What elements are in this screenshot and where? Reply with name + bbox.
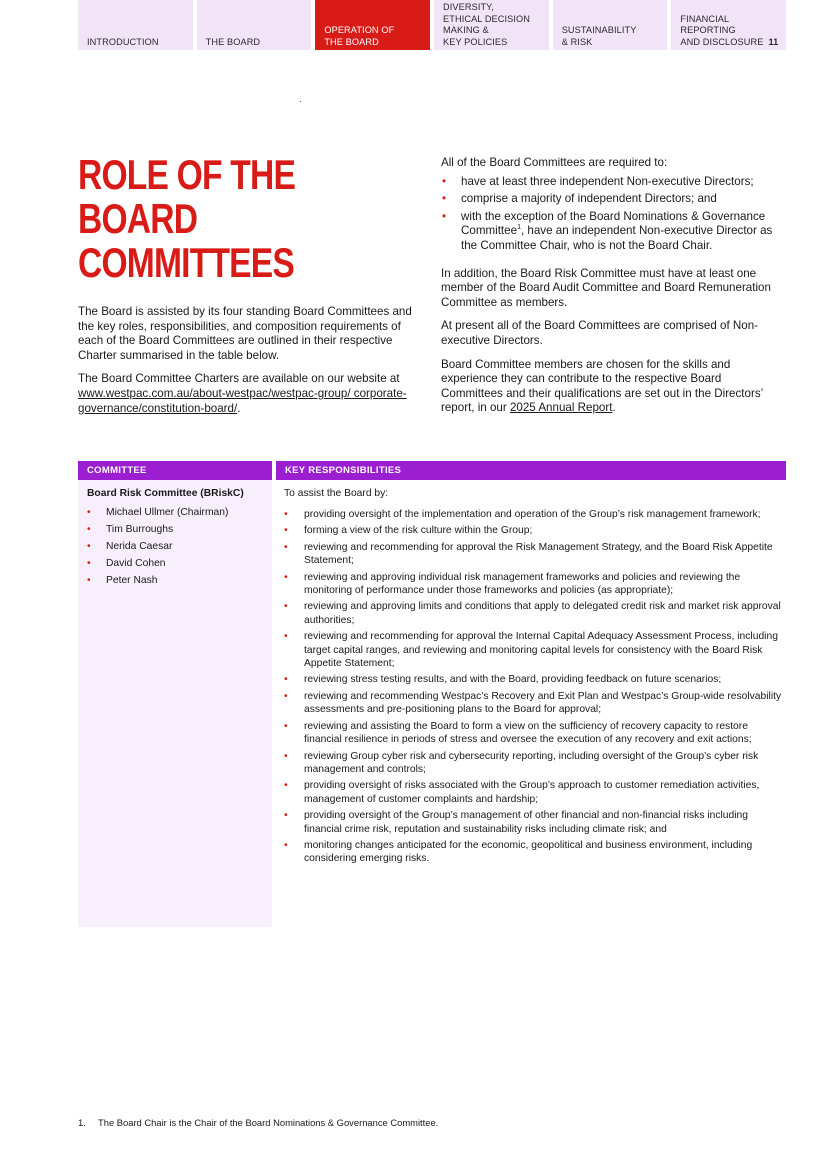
footnote xyxy=(78,1117,438,1129)
responsibilities-cell xyxy=(276,480,786,927)
responsibilities-intro: To assist the Board by: xyxy=(284,488,389,499)
requirements-list xyxy=(441,175,786,254)
charters-paragraph: The Board Committee Charters are available on our website at www.westpac.com.au/about-westpac/westpac-group/ corporate-governance/constitution-board/. xyxy=(78,372,407,415)
committee-column-header: COMMITTEE xyxy=(78,461,272,480)
responsibility-item: • reviewing and recommending for approval the Internal Capital Adequacy Assessment Process, including target capital ranges, and reviewing and monitoring capital levels for consistency with the Board Risk Appetite Statement; xyxy=(284,630,786,670)
tab-introduction[interactable]: INTRODUCTION xyxy=(78,0,193,50)
section-tabs xyxy=(78,0,786,50)
tab-sustainability-risk[interactable]: SUSTAINABILITY & RISK xyxy=(553,0,668,50)
responsibility-item: • reviewing and recommending for approval the Risk Management Strategy, and the Board Risk Appetite Statement; xyxy=(284,541,786,568)
table-row xyxy=(78,480,786,927)
annual-report-link[interactable]: 2025 Annual Report xyxy=(509,401,613,415)
tab-diversity-ethical-decision-making[interactable]: DIVERSITY, ETHICAL DECISION MAKING & KEY POLICIES xyxy=(434,0,549,50)
responsibility-item: • reviewing and recommending Westpac’s Recovery and Exit Plan and Westpac’s Group-wide resolvability assessments and pre-positioning plans to the Board for approval; xyxy=(284,690,786,717)
member-item: • Michael Ullmer (Chairman) xyxy=(87,506,272,519)
responsibility-item: • providing oversight of the Group’s management of other financial and non-financial risks including financial crime risk, reputation and sustainability risks including climate risk; and xyxy=(284,809,786,836)
responsibilities-column-header: KEY RESPONSIBILITIES xyxy=(276,461,786,480)
requirements-lead: All of the Board Committees are required to: xyxy=(441,156,668,169)
tab-operation-of-the-board[interactable]: OPERATION OF THE BOARD xyxy=(315,0,430,50)
list-item: • comprise a majority of independent Directors; and xyxy=(441,192,786,207)
member-item: • Nerida Caesar xyxy=(87,540,272,553)
responsibilities-list xyxy=(284,508,786,866)
tab-the-board[interactable]: THE BOARD xyxy=(197,0,312,50)
responsibility-item: • monitoring changes anticipated for the economic, geopolitical and business environment, including considering emerging risks. xyxy=(284,839,786,866)
member-item: • Tim Burroughs xyxy=(87,523,272,536)
responsibility-item: • reviewing and assisting the Board to form a view on the sufficiency of recovery capacity to restore financial resilience in periods of stress and oversee the execution of any recovery and exit actions; xyxy=(284,720,786,747)
members-paragraph: Board Committee members are chosen for the skills and experience they can contribute to the respective Board Committees and their qualifications are set out in the Directors’ report, in our 2025 Annual Report. xyxy=(441,357,763,415)
responsibility-item: • reviewing and approving individual risk management frameworks and policies and reviewing the monitoring of performance under those frameworks and policies (as appropriate); xyxy=(284,571,786,598)
charters-link[interactable]: www.westpac.com.au/about-westpac/westpac-group/ corporate-governance/constitution-board/ xyxy=(78,386,407,415)
table-header xyxy=(78,461,786,480)
members-list xyxy=(87,506,272,587)
tab-financial-reporting[interactable]: FINANCIAL REPORTING AND DISCLOSURE 11 xyxy=(671,0,786,50)
responsibility-item: • reviewing stress testing results, and with the Board, providing feedback on future scenarios; xyxy=(284,673,786,686)
stray-dot xyxy=(300,101,301,102)
page-title: ROLE OF THE BOARD COMMITTEES xyxy=(78,151,296,286)
requirements-text xyxy=(441,156,786,425)
committee-cell xyxy=(78,480,272,927)
member-item: • Peter Nash xyxy=(87,574,272,587)
intro-text xyxy=(78,305,423,425)
list-item: • with the exception of the Board Nominations & Governance Committee$^1$, have an independent Non-executive Director as the Committee Chair, who is not the Board Chair. xyxy=(441,210,786,254)
footnote-number: 1. xyxy=(78,1117,86,1128)
footnote-ref: 1 xyxy=(517,224,521,232)
responsibility-item: • reviewing and approving limits and conditions that apply to delegated credit risk and market risk approval authorities; xyxy=(284,600,786,627)
member-item: • David Cohen xyxy=(87,557,272,570)
present-paragraph: At present all of the Board Committees are comprised of Non-executive Directors. xyxy=(441,319,759,347)
list-item: • have at least three independent Non-executive Directors; xyxy=(441,175,786,190)
responsibility-item: • forming a view of the risk culture within the Group; xyxy=(284,524,786,537)
responsibility-item: • providing oversight of risks associated with the Group’s approach to customer remediation activities, management of customer complaints and hardship; xyxy=(284,779,786,806)
committee-name: Board Risk Committee (BRiskC) xyxy=(87,488,244,499)
committee-table xyxy=(78,461,786,927)
responsibility-item: • providing oversight of the implementation and operation of the Group’s risk management framework; xyxy=(284,508,786,521)
responsibility-item: • reviewing Group cyber risk and cybersecurity reporting, including oversight of the Group’s cyber risk management and controls; xyxy=(284,750,786,777)
risk-membership-paragraph: In addition, the Board Risk Committee must have at least one member of the Board Audit Committee and Board Remuneration Committee as members. xyxy=(441,266,771,309)
page-number: 11 xyxy=(768,36,779,47)
intro-paragraph: The Board is assisted by its four standing Board Committees and the key roles, responsibilities, and composition requirements of each of the Board Committees are outlined in their respective Charter summarised in the table below. xyxy=(78,305,412,362)
footnote-text: The Board Chair is the Chair of the Board Nominations & Governance Committee. xyxy=(98,1117,439,1128)
